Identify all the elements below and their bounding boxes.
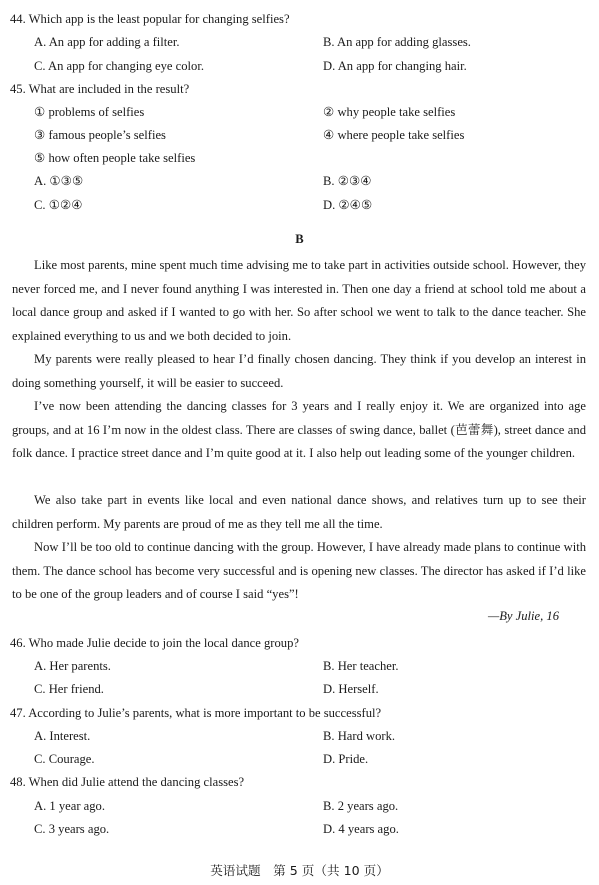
passage-paragraph-1: Like most parents, mine spent much time advising me to take part in activities outside school. However, they never forced me, and I never found anything I was interested in. Then one day a friend at school told me about a local dance group and asked if I wanted to go with her. So after school we went to talk to the dance teacher. She explained everything to us and we both decided to join. bbox=[12, 258, 586, 343]
q48-option-c: C. 3 years ago. bbox=[34, 822, 110, 836]
q48-option-a: A. 1 year ago. bbox=[34, 799, 105, 813]
q45-option-b: B. ②③④ bbox=[323, 174, 372, 188]
q46-option-d: D. Herself. bbox=[323, 682, 379, 696]
passage-paragraph-4: We also take part in events like local and even national dance shows, and relatives turn up to see their children perform. My parents are proud of me as they tell me all the time. bbox=[12, 493, 586, 531]
q47-option-c: C. Courage. bbox=[34, 752, 95, 766]
q45-option-d: D. ②④⑤ bbox=[323, 198, 373, 212]
q46-option-a: A. Her parents. bbox=[34, 659, 111, 673]
q44-option-d: D. An app for changing hair. bbox=[323, 59, 467, 73]
q44-option-a: A. An app for adding a filter. bbox=[34, 35, 180, 49]
passage-paragraph-2: My parents were really pleased to hear I’d finally chosen dancing. They think if you develop an interest in doing something yourself, it will be easier to succeed. bbox=[12, 352, 586, 390]
q48-option-b: B. 2 years ago. bbox=[323, 799, 399, 813]
q45-item-3: ③ famous people’s selfies bbox=[34, 128, 166, 142]
q44-option-c: C. An app for changing eye color. bbox=[34, 59, 204, 73]
q46-option-b: B. Her teacher. bbox=[323, 659, 399, 673]
section-heading: B bbox=[295, 232, 304, 246]
page-footer: 英语试题 第 5 页（共 10 页） bbox=[210, 863, 389, 878]
q45-item-5: ⑤ how often people take selfies bbox=[34, 151, 196, 165]
q45-item-1: ① problems of selfies bbox=[34, 105, 145, 119]
q45-item-2: ② why people take selfies bbox=[323, 105, 456, 119]
q47-stem: 47. According to Julie’s parents, what is more important to be successful? bbox=[10, 706, 382, 720]
q47-option-b: B. Hard work. bbox=[323, 729, 396, 743]
q45-item-4: ④ where people take selfies bbox=[323, 128, 465, 142]
passage-signature: —By Julie, 16 bbox=[488, 609, 559, 623]
q45-option-a: A. ①③⑤ bbox=[34, 174, 84, 188]
q45-stem: 45. What are included in the result? bbox=[10, 82, 190, 96]
q47-option-d: D. Pride. bbox=[323, 752, 369, 766]
q44-stem: 44. Which app is the least popular for changing selfies? bbox=[10, 12, 290, 26]
q45-option-c: C. ①②④ bbox=[34, 198, 83, 212]
q46-stem: 46. Who made Julie decide to join the local dance group? bbox=[10, 636, 299, 650]
q47-option-a: A. Interest. bbox=[34, 729, 91, 743]
q48-option-d: D. 4 years ago. bbox=[323, 822, 399, 836]
passage-paragraph-3: I’ve now been attending the dancing classes for 3 years and I really enjoy it. We are organized into age groups, and at 16 I’m now in the oldest class. There are classes of swing dance, ballet (芭蕾舞), street dance and folk dance. I practice street dance and I’m quite good at it. I also help out leading some of the younger children. bbox=[12, 399, 586, 461]
q46-option-c: C. Her friend. bbox=[34, 682, 104, 696]
passage-paragraph-5: Now I’ll be too old to continue dancing with the group. However, I have already made plans to continue with them. The dance school has become very successful and is opening new classes. The director has asked if I’d like to be one of the group leaders and of course I said “yes”! bbox=[12, 540, 586, 602]
q44-option-b: B. An app for adding glasses. bbox=[323, 35, 471, 49]
q48-stem: 48. When did Julie attend the dancing classes? bbox=[10, 775, 245, 789]
